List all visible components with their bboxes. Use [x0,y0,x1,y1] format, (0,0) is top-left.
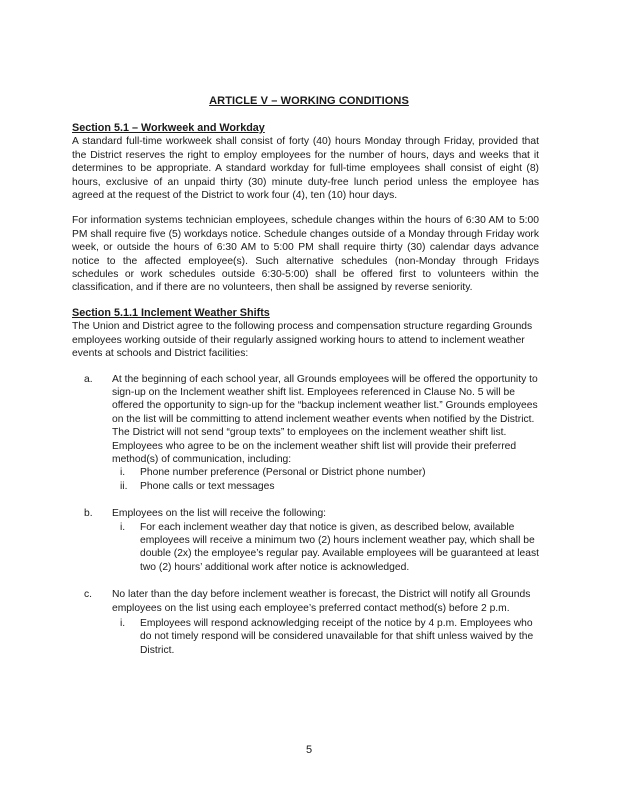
list-item-a-text: At the beginning of each school year, all Grounds employees will be offered the opportunity to sign-up on the Inclement weather shift list. Employees referenced in Clause No. 5 will be offered the opportunity to sign-up for the “backup inclement weather list.” Grounds employees on the list will be committing to attend inclement weather events when notified by the District. The District will not send “group texts” to employees on the inclement weather shift list. Employees who agree to be on the inclement weather shift list will provide their preferred method(s) of communication, including: [112,373,538,465]
sub-marker-a-i: i. [120,467,126,479]
sub-item-b-i [72,521,539,575]
page-number: 5 [305,744,313,756]
section-5-1-paragraph-1: A standard full-time workweek shall consist of forty (40) hours Monday through Friday, provided that the District reserves the right to employ employees for the number of hours, days and weeks that it determines to be appropriate. A standard workday for full-time employees shall consist of eight (8) hours, exclusive of an unpaid thirty (30) minute duty-free lunch period unless the employee has agreed at the request of the District to work four (4), ten (10) hour days. [72,136,539,202]
section-5-1-paragraph-2: For information systems technician employees, schedule changes within the hours of 6:30 AM to 5:00 PM shall require five (5) workdays notice. Schedule changes outside of a Monday through Friday work week, or outside the hours of 6:30 AM to 5:00 PM shall require thirty (30) calendar days advance notice to the affected employee(s). Such alternative schedules (non-Monday through Fridays schedules or work schedules outside 6:30-5:00) shall be offered first to volunteers within the classification, and if there are no volunteers, then shall be assigned by reverse seniority. [72,215,539,294]
sub-item-b-i-text: For each inclement weather day that notice is given, as described below, available employees will receive a minimum two (2) hours inclement weather pay, which shall be double (2x) the employee’s regular pay. Available employees will be guaranteed at least two (2) hours’ additional work after notice is acknowledged. [140,521,539,573]
list-item-a-sublist [72,466,539,493]
article-title: ARTICLE V – WORKING CONDITIONS [209,95,409,107]
sub-item-a-ii [72,480,539,493]
list-item-b-text: Employees on the list will receive the following: [112,508,327,520]
sub-marker-a-ii: ii. [120,480,128,492]
section-5-1-heading: Section 5.1 – Workweek and Workday [72,122,265,134]
section-5-1-1-intro: The Union and District agree to the following process and compensation structure regarding Grounds employees working outside of their regularly assigned working hours to attend to inclement weather events at schools and District facilities: [72,321,533,360]
list-item-b [72,507,539,520]
sub-marker-b-i: i. [120,521,126,533]
sub-item-a-i [72,466,539,479]
document-body [72,122,539,657]
sub-item-c-i-text: Employees will respond acknowledging receipt of the notice by 4 p.m. Employees who do not timely respond will be considered unavailable for that shift unless waived by the District. [140,618,534,656]
list-item-c-text: No later than the day before inclement weather is forecast, the District will notify all Grounds employees on the list using each employee’s preferred contact method(s) before 2 p.m. [112,589,531,614]
section-5-1-1-heading: Section 5.1.1 Inclement Weather Shifts [72,306,270,319]
sub-item-c-i [72,617,539,657]
list-item-a [72,373,539,467]
list-item-c [72,588,539,615]
list-marker-a: a. [84,373,93,385]
list-marker-b: b. [84,508,93,520]
sub-item-a-i-text: Phone number preference (Personal or District phone number) [140,467,426,479]
sub-marker-c-i: i. [120,618,126,629]
list-item-b-sublist [72,521,539,575]
sub-item-a-ii-text: Phone calls or text messages [140,480,275,492]
list-item-c-sublist [72,617,539,657]
list-marker-c: c. [84,589,93,601]
